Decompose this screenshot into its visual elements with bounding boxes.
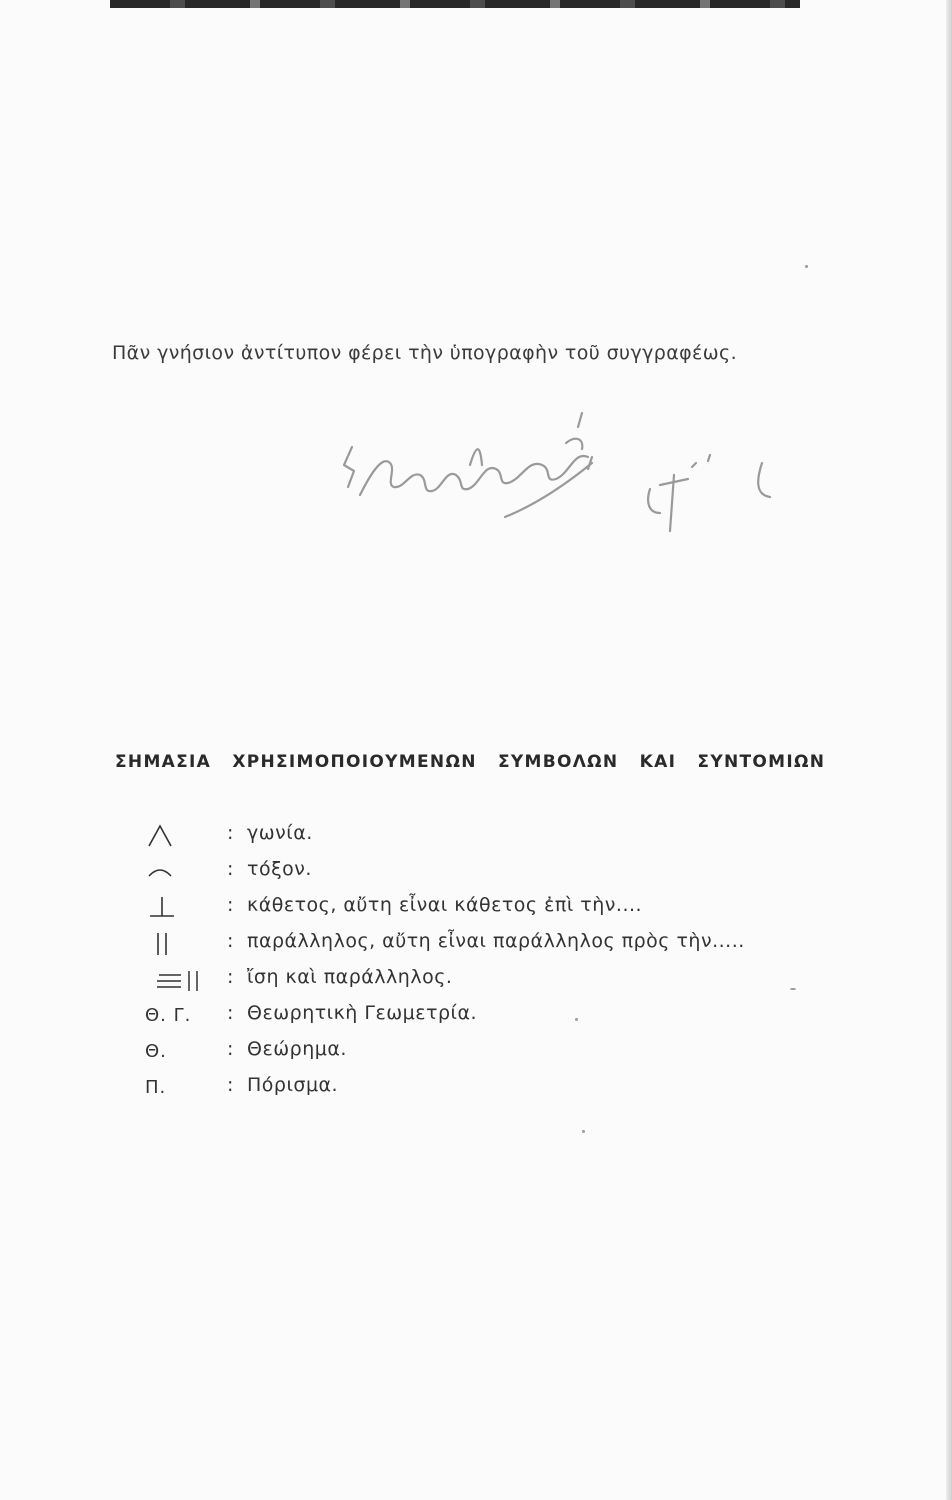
perpendicular-symbol-icon	[145, 892, 217, 922]
scan-right-edge	[946, 0, 952, 1500]
legend-row-corollary	[145, 1072, 905, 1108]
legend-colon: :	[227, 822, 234, 844]
legend-meaning: κάθετος, αὔτη εἶναι κάθετος ἐπὶ τὴν....	[247, 894, 643, 916]
legend-colon: :	[227, 1038, 234, 1060]
author-signature	[330, 405, 810, 555]
scan-speck	[790, 988, 796, 990]
legend-row-theorem	[145, 1036, 905, 1072]
legend-colon: :	[227, 930, 234, 952]
legend-colon: :	[227, 1074, 234, 1096]
equal-parallel-symbol-icon	[145, 964, 217, 994]
legend-abbreviation: Π.	[145, 1076, 167, 1098]
angle-symbol-icon	[145, 820, 217, 850]
scan-speck	[575, 1018, 578, 1021]
legend-abbreviation: Θ.	[145, 1040, 167, 1062]
legend-row-equal-parallel	[145, 964, 905, 1000]
legend-colon: :	[227, 858, 234, 880]
legend-colon: :	[227, 966, 234, 988]
legend-row-parallel	[145, 928, 905, 964]
legend-meaning: παράλληλος, αὔτη εἶναι παράλληλος πρὸς τὴν.....	[247, 930, 745, 952]
scan-top-edge	[110, 0, 800, 8]
authenticity-note: Πᾶν γνήσιον ἀντίτυπον φέρει τὴν ὑπογραφὴν τοῦ συγγραφέως.	[112, 342, 738, 364]
symbols-heading: ΣΗΜΑΣΙΑ ΧΡΗΣΙΜΟΠΟΙΟΥΜΕΝΩΝ ΣΥΜΒΟΛΩΝ ΚΑΙ ΣΥΝΤΟΜΙΩΝ	[115, 752, 826, 772]
parallel-symbol-icon	[145, 928, 217, 958]
legend-meaning: Θεωρητικὴ Γεωμετρία.	[247, 1002, 478, 1024]
legend-meaning: τόξον.	[247, 858, 312, 880]
legend-abbreviation: Θ. Γ.	[145, 1004, 192, 1026]
legend-colon: :	[227, 894, 234, 916]
legend-meaning: γωνία.	[247, 822, 313, 844]
legend-colon: :	[227, 1002, 234, 1024]
legend-meaning: Πόρισμα.	[247, 1074, 339, 1096]
scan-speck	[582, 1130, 585, 1133]
legend-row-angle	[145, 820, 905, 856]
legend-row-theoretical-geometry	[145, 1000, 905, 1036]
legend-meaning: Θεώρημα.	[247, 1038, 347, 1060]
legend-row-perpendicular	[145, 892, 905, 928]
legend-row-arc	[145, 856, 905, 892]
scan-speck	[805, 265, 808, 268]
arc-symbol-icon	[145, 856, 217, 886]
symbols-legend	[145, 820, 905, 1108]
legend-meaning: ἴση καὶ παράλληλος.	[247, 966, 453, 988]
